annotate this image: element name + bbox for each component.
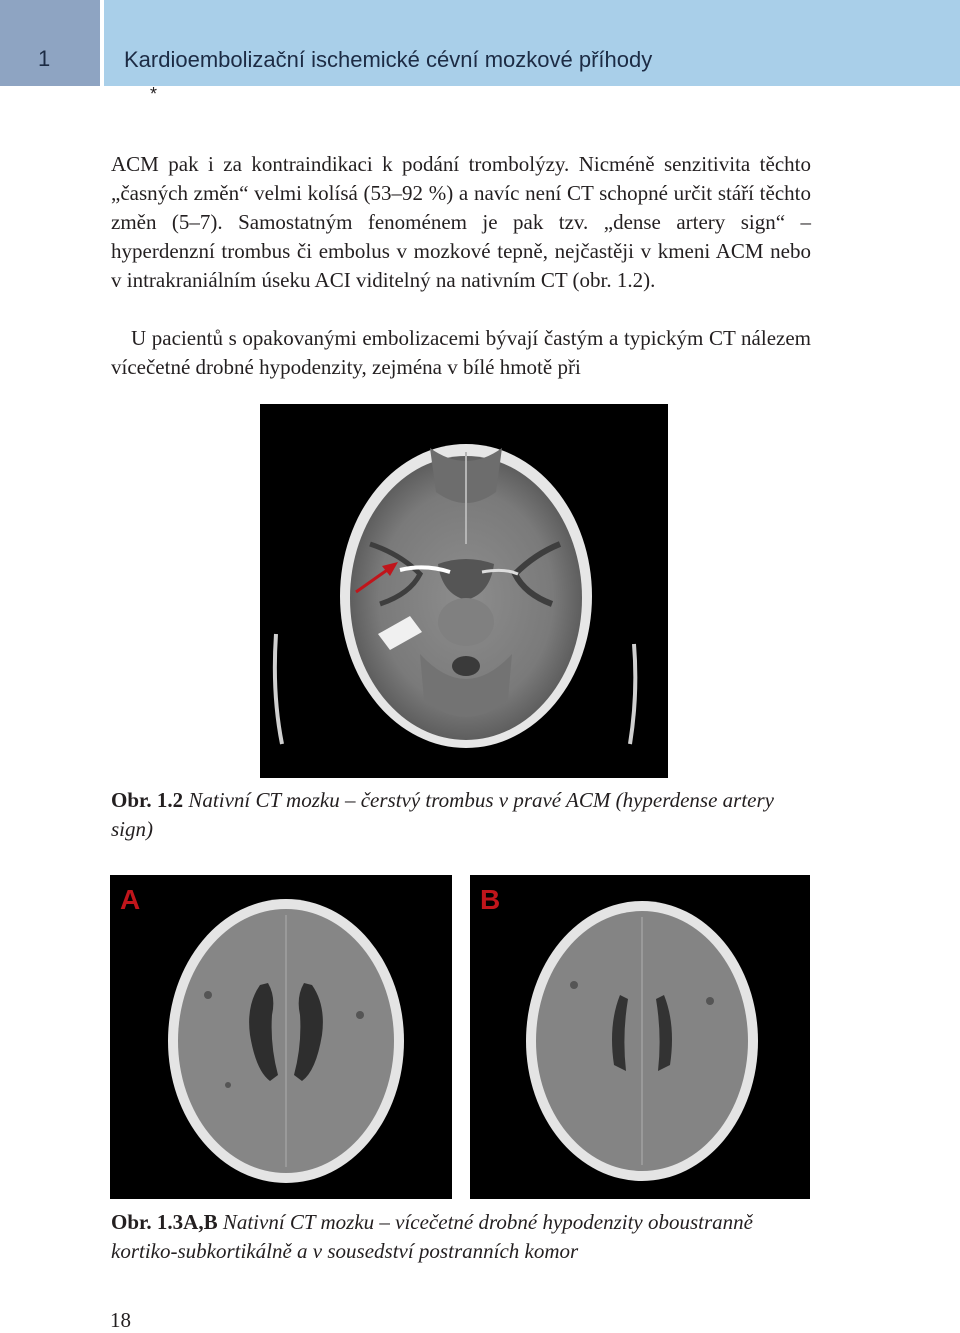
chapter-number-box [0,0,100,86]
page-number: 18 [110,1308,131,1332]
panel-a-label: A [120,884,141,915]
figure-1-label: Obr. 1.2 [111,788,184,812]
paragraph-2: U pacientů s opakovanými embolizacemi bývají častým a typickým CT nálezem vícečetné drobné hypodenzity, zejména v bílé hmotě při [111,326,811,379]
figure-1-caption [111,786,816,844]
figure-2-caption [111,1208,816,1266]
figure-1-text: Nativní CT mozku – čerstvý trombus v pravé ACM (hyperdense artery sign) [111,788,774,841]
ct-image-panel-a [110,875,452,1199]
ct-image-hyperdense-artery [260,404,668,778]
chapter-title: Kardioembolizační ischemické cévní mozkové příhody [124,47,653,72]
chapter-number: 1 [38,46,51,71]
figure-2-text: Nativní CT mozku – vícečetné drobné hypodenzity oboustranně kortiko-subkortikálně a v sousedství postranních komor [111,1210,754,1263]
ct-image-panel-b [470,875,810,1199]
paragraph-1: ACM pak i za kontraindikaci k podání trombolýzy. Nicméně senzitivita těchto „časných změn“ velmi kolísá (53–92 %) a navíc není CT schopné určit stáří těchto změn (5–7). Samostatným fenoménem je pak tzv. „dense artery sign“ – hyperdenzní trombus či embolus v mozkové tepně, nejčastěji v kmeni ACM nebo v intrakraniálním úseku ACI viditelný na nativním CT (obr. 1.2). [111,152,811,292]
panel-b-label: B [480,884,501,915]
chapter-title-bar [104,0,960,86]
header-marker: * [150,84,158,104]
figure-2-label: Obr. 1.3A,B [111,1210,218,1234]
